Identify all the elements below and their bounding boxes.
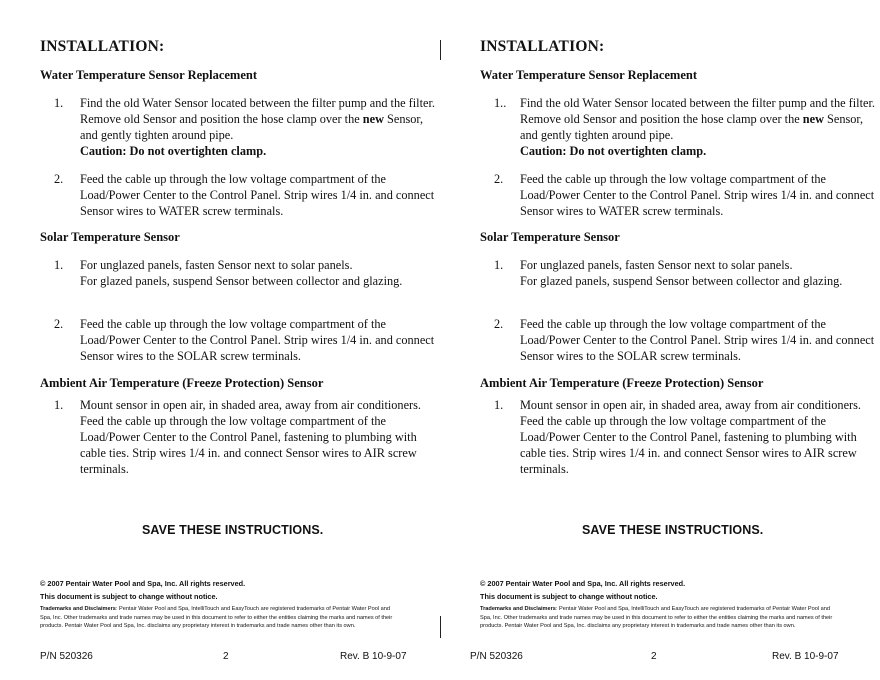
step-text: Mount sensor in open air, in shaded area, away from air conditioners. Feed the cable up through the low voltage compartment of the Load/Power Center to the Control Panel, fastening to plumbing with cable ties. Strip wires 1/4 in. and connect Sensor wires to AIR screw terminals. <box>520 398 861 476</box>
air-sensor-heading: Ambient Air Temperature (Freeze Protection) Sensor <box>480 376 764 390</box>
step-text: Mount sensor in open air, in shaded area, away from air conditioners. Feed the cable up through the low voltage compartment of the Load/Power Center to the Control Panel, fastening to plumbing with cable ties. Strip wires 1/4 in. and connect Sensor wires to AIR screw terminals. <box>80 398 421 476</box>
page-title: INSTALLATION: <box>480 38 605 55</box>
change-notice: This document is subject to change without notice. <box>40 592 218 601</box>
copyright: © 2007 Pentair Water Pool and Spa, Inc. All rights reserved. <box>40 579 246 588</box>
page-number: 2 <box>651 651 657 662</box>
step-text: Find the old Water Sensor located between the filter pump and the filter. Remove old Sensor and position the hose clamp over the new Sensor, and gently tighten around pipe. Caution: Do not overtighten clamp. <box>80 96 435 158</box>
water-sensor-heading: Water Temperature Sensor Replacement <box>480 68 697 82</box>
water-step-1 <box>480 95 875 161</box>
trademarks-disclaimer: Trademarks and Disclaimers: Pentair Water Pool and Spa, IntelliTouch and EasyTouch are registered trademarks of Pentair Water Pool and Spa, Inc. Other trademarks and trade names may be used in this document to refer to either the entities claiming the marks and names of their products. Pentair Water Pool and Spa, Inc. disclaims any proprietary interest in trademarks and trade names other than its own. <box>40 606 393 630</box>
air-step-1 <box>480 397 870 479</box>
step-text: Feed the cable up through the low voltage compartment of the Load/Power Center to the Control Panel. Strip wires 1/4 in. and connect Sensor wires to the SOLAR screw terminals. <box>520 317 875 363</box>
step-number: 2. <box>54 317 64 331</box>
air-step-1 <box>40 397 430 479</box>
air-sensor-heading: Ambient Air Temperature (Freeze Protection) Sensor <box>40 376 324 390</box>
top-crop-mark <box>440 40 441 60</box>
step-text: For unglazed panels, fasten Sensor next to solar panels. For glazed panels, suspend Sensor between collector and glazing. <box>80 258 403 288</box>
solar-step-1 <box>480 257 870 307</box>
step-number: 1. <box>54 258 64 272</box>
caution-text: Caution: Do not overtighten clamp. <box>80 144 267 158</box>
water-step-2 <box>480 171 875 221</box>
part-number: P/N 520326 <box>470 651 523 662</box>
water-step-1 <box>40 95 435 161</box>
solar-step-1 <box>40 257 430 307</box>
step-text: Feed the cable up through the low voltage compartment of the Load/Power Center to the Control Panel. Strip wires 1/4 in. and connect Sensor wires to the SOLAR screw terminals. <box>80 317 435 363</box>
revision: Rev. B 10-9-07 <box>340 651 407 662</box>
part-number: P/N 520326 <box>40 651 93 662</box>
copyright: © 2007 Pentair Water Pool and Spa, Inc. All rights reserved. <box>480 579 686 588</box>
save-instructions: SAVE THESE INSTRUCTIONS. <box>582 523 764 537</box>
page-number: 2 <box>223 651 229 662</box>
step-number: 1. <box>54 398 64 412</box>
page-title: INSTALLATION: <box>40 38 165 55</box>
step-text: Find the old Water Sensor located between the filter pump and the filter. Remove old Sensor and position the hose clamp over the new Sensor, and gently tighten around pipe. Caution: Do not overtighten clamp. <box>520 96 875 158</box>
solar-step-2 <box>40 316 435 366</box>
step-text: Feed the cable up through the low voltage compartment of the Load/Power Center to the Control Panel. Strip wires 1/4 in. and connect Sensor wires to WATER screw terminals. <box>80 172 435 218</box>
trademarks-disclaimer: Trademarks and Disclaimers: Pentair Water Pool and Spa, IntelliTouch and EasyTouch are registered trademarks of Pentair Water Pool and Spa, Inc. Other trademarks and trade names may be used in this document to refer to either the entities claiming the marks and names of their products. Pentair Water Pool and Spa, Inc. disclaims any proprietary interest in trademarks and trade names other than its own. <box>480 606 833 630</box>
step-number: 1.. <box>494 96 507 110</box>
solar-sensor-heading: Solar Temperature Sensor <box>40 230 180 244</box>
page-left <box>40 0 440 680</box>
step-number: 1. <box>494 398 504 412</box>
step-number: 2. <box>54 172 64 186</box>
save-instructions: SAVE THESE INSTRUCTIONS. <box>142 523 324 537</box>
step-number: 1. <box>494 258 504 272</box>
revision: Rev. B 10-9-07 <box>772 651 839 662</box>
change-notice: This document is subject to change without notice. <box>480 592 658 601</box>
page-right <box>470 0 880 680</box>
caution-text: Caution: Do not overtighten clamp. <box>520 144 707 158</box>
step-number: 2. <box>494 172 504 186</box>
water-sensor-heading: Water Temperature Sensor Replacement <box>40 68 257 82</box>
solar-sensor-heading: Solar Temperature Sensor <box>480 230 620 244</box>
step-number: 2. <box>494 317 504 331</box>
solar-step-2 <box>480 316 875 366</box>
step-text: Feed the cable up through the low voltage compartment of the Load/Power Center to the Control Panel. Strip wires 1/4 in. and connect Sensor wires to WATER screw terminals. <box>520 172 875 218</box>
water-step-2 <box>40 171 435 221</box>
step-text: For unglazed panels, fasten Sensor next to solar panels. For glazed panels, suspend Sensor between collector and glazing. <box>520 258 843 288</box>
step-number: 1. <box>54 96 64 110</box>
bottom-crop-mark <box>440 616 441 638</box>
